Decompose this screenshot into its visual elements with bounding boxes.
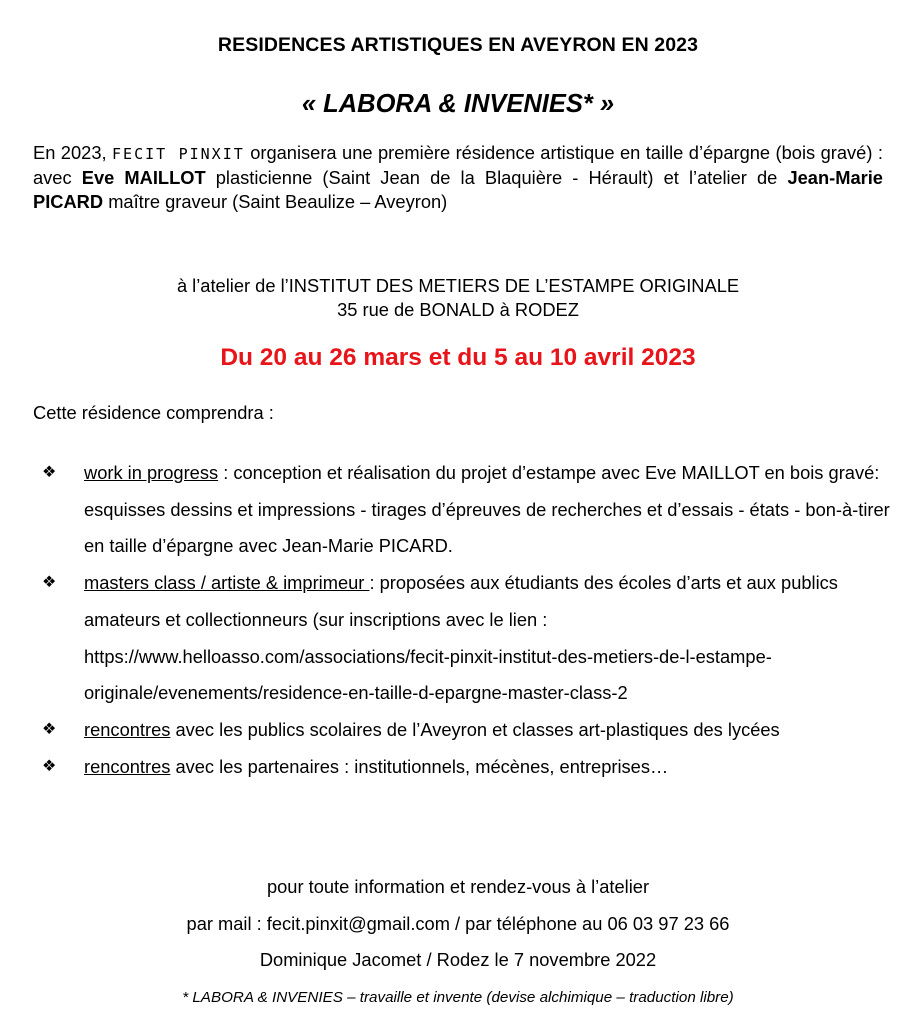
item-text: avec les publics scolaires de l’Aveyron et classes art-plastiques des lycées [170, 718, 780, 740]
fecit-pinxit-name: FECIT PINXIT [112, 145, 245, 163]
contact-block [0, 869, 916, 979]
artist-name: Eve MAILLOT [81, 167, 206, 188]
item-heading: work in progress [84, 462, 219, 483]
page-subtitle: « LABORA & INVENIES* » [301, 90, 615, 118]
item-text: avec les partenaires : institutionnels, mécènes, entreprises… [170, 755, 669, 777]
list-item [40, 565, 890, 712]
list-intro: Cette résidence comprendra : [33, 402, 274, 423]
item-heading: masters class / artiste & imprimeur [84, 572, 370, 594]
list-item [40, 749, 890, 786]
item-heading: rencontres [84, 718, 171, 740]
diamond-bullet-icon: ❖ [42, 464, 57, 481]
page-title: RESIDENCES ARTISTIQUES EN AVEYRON EN 2023 [217, 34, 699, 56]
list-item [40, 455, 890, 565]
contact-line-2: par mail : fecit.pinxit@gmail.com / par téléphone au 06 03 97 23 66 [186, 912, 730, 934]
residence-dates: Du 20 au 26 mars et du 5 au 10 avril 2023 [220, 344, 696, 371]
engraver-name: Jean-Marie PICARD [33, 167, 883, 212]
intro-text-1: En 2023, [33, 142, 107, 163]
venue-line-1: à l’atelier de l’INSTITUT DES METIERS DE L’ESTAMPE ORIGINALE [176, 275, 740, 296]
item-text: : proposées aux étudiants des écoles d’arts et aux publics amateurs et collectionneurs (sur inscriptions avec le lien : https://www.helloasso.com/associations/fecit-pinxit-institut-des-metiers-de-l-estampe-originale/evenements/residence-en-taille-d-epargne-master-class-2 [84, 572, 838, 704]
item-text: : conception et réalisation du projet d’estampe avec Eve MAILLOT en bois gravé: esquisses dessins et impressions - tirages d’épreuves de recherches et d’essais - états - bon-à-tirer en taille d’épargne avec Jean-Marie PICARD. [84, 462, 890, 557]
intro-text-2: organisera une première résidence artistique en taille d’épargne (bois gravé) : avec [33, 142, 883, 188]
intro-text-4: maître graveur (Saint Beaulize – Aveyron) [108, 191, 448, 212]
venue-block [0, 274, 916, 322]
diamond-bullet-icon: ❖ [42, 574, 57, 592]
item-heading: rencontres [84, 755, 171, 777]
contact-line-1: pour toute information et rendez-vous à l’atelier [266, 876, 650, 897]
signature-line: Dominique Jacomet / Rodez le 7 novembre 2022 [259, 949, 657, 970]
intro-text-3: plasticienne (Saint Jean de la Blaquière - Hérault) et l’atelier de [215, 167, 778, 188]
diamond-bullet-icon: ❖ [42, 720, 57, 738]
venue-address: 35 rue de BONALD à RODEZ [337, 299, 579, 320]
diamond-bullet-icon: ❖ [42, 757, 57, 775]
list-item [40, 712, 890, 749]
footnote: * LABORA & INVENIES – travaille et invente (devise alchimique – traduction libre) [182, 989, 734, 1006]
program-list [40, 455, 890, 785]
intro-paragraph [33, 141, 883, 214]
